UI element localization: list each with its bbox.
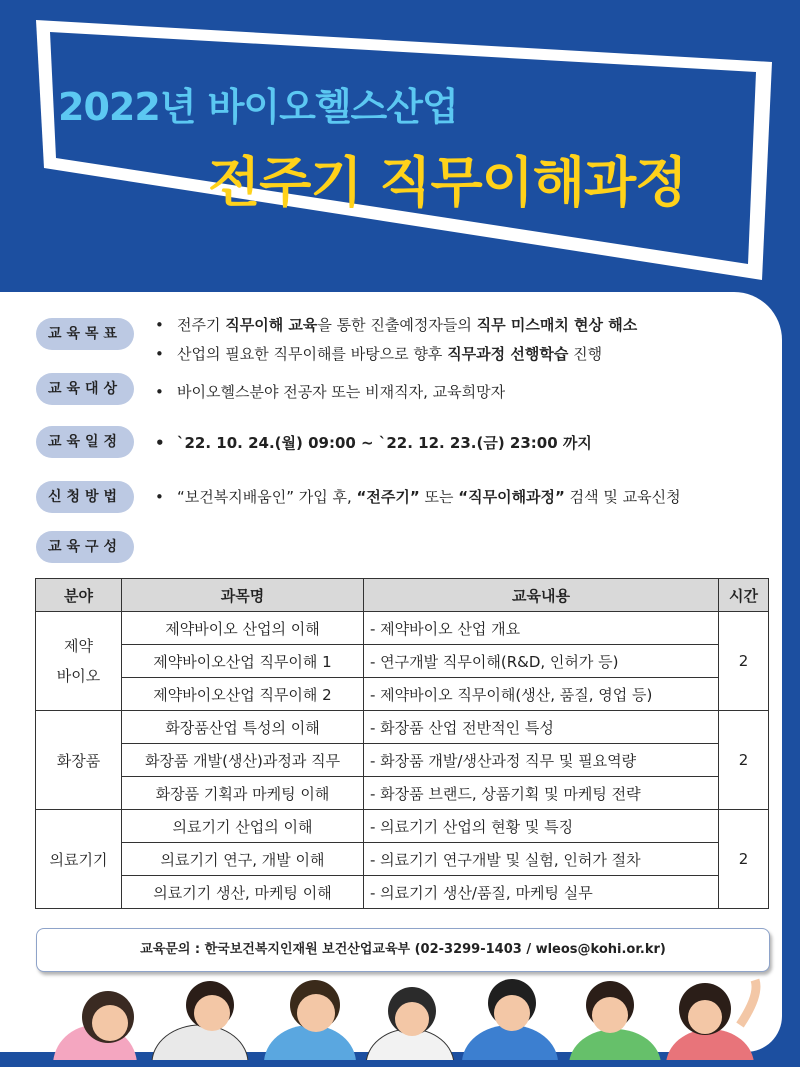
- title-line1: 2022년 바이오헬스산업: [58, 85, 458, 129]
- people-illustration: [50, 975, 780, 1060]
- label-goal: 교육목표: [36, 318, 134, 350]
- table-row: [36, 876, 769, 909]
- person-4: [366, 987, 454, 1060]
- label-apply: 신청방법: [36, 481, 134, 513]
- course-cell: 화장품산업 특성의 이해: [122, 711, 364, 744]
- apply-bullet: • “보건복지배움인” 가입 후, “전주기” 또는 “직무이해과정” 검색 및 교육신청: [155, 488, 681, 506]
- label-target: 교육대상: [36, 373, 134, 405]
- table-row: [36, 678, 769, 711]
- field-cell: 화장품: [36, 711, 122, 810]
- title-line2: 전주기 직무이해과정: [208, 151, 687, 214]
- table-row: [36, 711, 769, 744]
- header-course: 과목명: [122, 579, 364, 612]
- table-row: [36, 843, 769, 876]
- person-2: [152, 981, 248, 1060]
- content-cell: - 제약바이오 직무이해(생산, 품질, 영업 등): [364, 678, 719, 711]
- course-cell: 의료기기 연구, 개발 이해: [122, 843, 364, 876]
- schedule-bullet: • `22. 10. 24.(월) 09:00 ~ `22. 12. 23.(금) 23:00 까지: [155, 434, 592, 452]
- table-header-row: [36, 579, 769, 612]
- header-hours: 시간: [719, 579, 769, 612]
- content-cell: - 화장품 개발/생산과정 직무 및 필요역량: [364, 744, 719, 777]
- table-row: [36, 744, 769, 777]
- hours-cell: 2: [719, 711, 769, 810]
- course-cell: 화장품 기획과 마케팅 이해: [122, 777, 364, 810]
- content-cell: - 연구개발 직무이해(R&D, 인허가 등): [364, 645, 719, 678]
- field-cell: 제약 바이오: [36, 612, 122, 711]
- course-cell: 제약바이오산업 직무이해 1: [122, 645, 364, 678]
- header-content: 교육내용: [364, 579, 719, 612]
- goal-bullet-1: • 전주기 직무이해 교육을 통한 진출예정자들의 직무 미스매치 현상 해소: [155, 316, 638, 334]
- person-6: [569, 981, 661, 1060]
- person-3: [264, 980, 356, 1060]
- table-row: [36, 612, 769, 645]
- content-cell: - 제약바이오 산업 개요: [364, 612, 719, 645]
- person-5: [462, 979, 558, 1060]
- course-cell: 제약바이오산업 직무이해 2: [122, 678, 364, 711]
- header-field: 분야: [36, 579, 122, 612]
- contact-box: 교육문의 : 한국보건복지인재원 보건산업교육부 (02-3299-1403 / wleos@kohi.or.kr): [36, 928, 770, 972]
- person-1: [53, 991, 137, 1060]
- hours-cell: 2: [719, 810, 769, 909]
- course-cell: 의료기기 산업의 이해: [122, 810, 364, 843]
- table-row: [36, 810, 769, 843]
- goal-bullet-2: • 산업의 필요한 직무이해를 바탕으로 향후 직무과정 선행학습 진행: [155, 345, 603, 363]
- content-cell: - 화장품 브랜드, 상품기획 및 마케팅 전략: [364, 777, 719, 810]
- content-cell: - 의료기기 연구개발 및 실험, 인허가 절차: [364, 843, 719, 876]
- table-row: [36, 777, 769, 810]
- course-cell: 화장품 개발(생산)과정과 직무: [122, 744, 364, 777]
- content-cell: - 의료기기 산업의 현황 및 특징: [364, 810, 719, 843]
- course-cell: 제약바이오 산업의 이해: [122, 612, 364, 645]
- label-schedule: 교육일정: [36, 426, 134, 458]
- person-7: [666, 980, 756, 1060]
- label-structure: 교육구성: [36, 531, 134, 563]
- hours-cell: 2: [719, 612, 769, 711]
- content-cell: - 화장품 산업 전반적인 특성: [364, 711, 719, 744]
- curriculum-table: [35, 578, 769, 909]
- field-cell: 의료기기: [36, 810, 122, 909]
- content-cell: - 의료기기 생산/품질, 마케팅 실무: [364, 876, 719, 909]
- table-row: [36, 645, 769, 678]
- course-cell: 의료기기 생산, 마케팅 이해: [122, 876, 364, 909]
- target-bullet: • 바이오헬스분야 전공자 또는 비재직자, 교육희망자: [155, 383, 506, 401]
